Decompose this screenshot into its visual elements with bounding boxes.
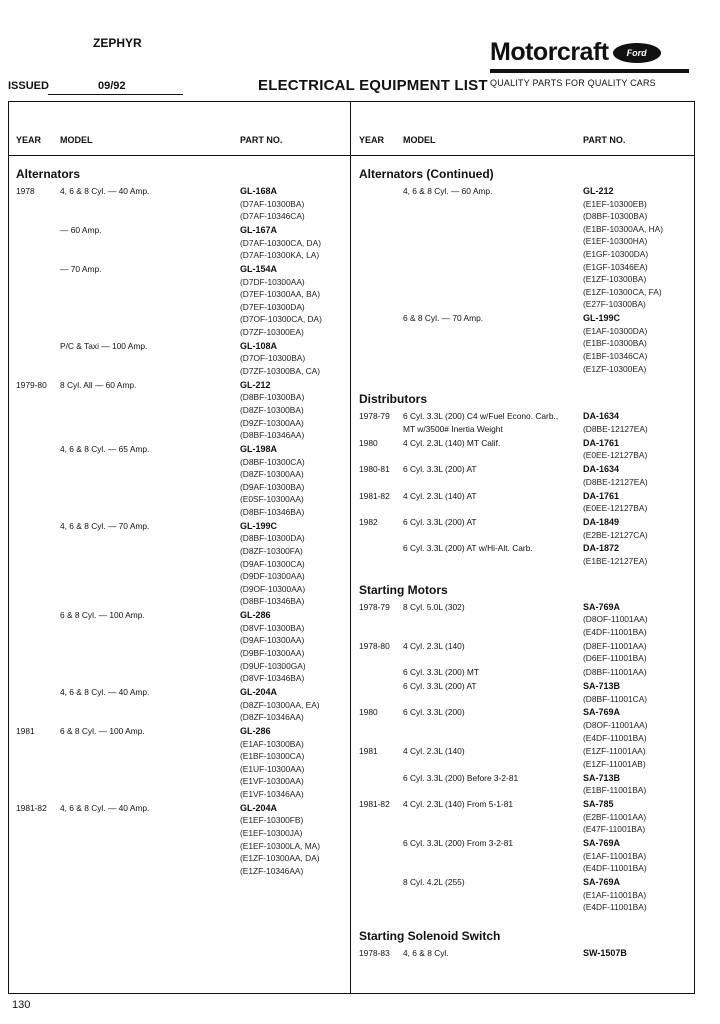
part-number: GL-286	[240, 726, 271, 736]
part-number: GL-154A	[240, 264, 278, 274]
sub-part-number: (D8BF-10300DA)	[240, 533, 305, 544]
sub-part-number: (D8ZF-10300AA)	[240, 469, 304, 480]
sub-part-number: (D9UF-10300GA)	[240, 660, 306, 671]
right-model-header: MODEL	[403, 135, 436, 145]
sub-part-number: (E1BF-10300BA)	[583, 338, 647, 349]
part-number: DA-1872	[583, 543, 620, 554]
sub-part-number: (E1EF-10300EB)	[583, 198, 647, 209]
row-model: 4, 6 & 8 Cyl. — 40 Amp.	[60, 186, 150, 196]
sub-part-number: (E4DF-11001BA)	[583, 732, 647, 743]
row-model: 8 Cyl. 4.2L (255)	[403, 877, 465, 888]
row-model: 4, 6 & 8 Cyl.	[403, 948, 449, 959]
part-number: GL-168A	[240, 186, 278, 196]
issued-underline	[48, 94, 183, 95]
part-number: SA-769A	[583, 707, 621, 718]
row-year: 1979-80	[16, 379, 47, 390]
sub-part-number: (D7AF-10300BA)	[240, 198, 305, 209]
sub-part-number: (D8BF-10346BA)	[240, 507, 305, 517]
part-number: DA-1761	[583, 490, 620, 501]
issued-date: 09/92	[98, 80, 126, 92]
sub-part-number: (D8VF-10300BA)	[240, 622, 305, 633]
sub-part-number: (E1BF-10346CA)	[583, 351, 648, 361]
sub-part-number: (E27F-10300BA)	[583, 299, 646, 310]
sub-part-number: (E4DF-11001BA)	[583, 627, 647, 637]
part-number: GL-167A	[240, 225, 278, 235]
row-year: 1980-81	[359, 464, 390, 475]
sub-part-number: (D8OF-11001AA)	[583, 720, 648, 730]
row-model: 6 Cyl. 3.3L (200) Before 3-2-81	[403, 772, 519, 783]
sub-part-number: (E1GF-10346EA)	[583, 261, 648, 272]
sub-part-number: (D8ZF-10300FA)	[240, 546, 303, 556]
sub-part-number: (E1BE-12127EA)	[583, 556, 648, 566]
sub-part-number: (D8OF-11001AA)	[583, 614, 648, 625]
column-divider	[350, 101, 351, 994]
sub-part-number: (D8BF-10346BA)	[240, 596, 305, 607]
row-year: 1982	[359, 517, 378, 527]
section-title: Starting Solenoid Switch	[359, 929, 501, 944]
part-number: GL-199C	[240, 520, 278, 531]
row-model: 4, 6 & 8 Cyl. — 70 Amp.	[60, 520, 150, 531]
part-number: SA-785	[583, 799, 614, 810]
sub-part-number: (D8BF-10300BA)	[240, 392, 305, 403]
sub-part-number: (D9AF-10300AA)	[240, 635, 305, 646]
sub-part-number: (D7DF-10300AA)	[240, 276, 305, 287]
sub-part-number: (E1AF-11001BA)	[583, 889, 647, 900]
sub-part-number: (D9OF-10300AA)	[240, 583, 306, 594]
part-number: GL-108A	[240, 340, 278, 351]
left-year-header: YEAR	[16, 135, 42, 145]
row-year: 1981-82	[359, 799, 390, 810]
sub-part-number: (D8BE-12127EA)	[583, 424, 648, 434]
sub-part-number: (E0SF-10300AA)	[240, 494, 304, 505]
sub-part-number: (E1AF-10300BA)	[240, 738, 304, 749]
left-model-header: MODEL	[60, 135, 93, 145]
sub-part-number: (D8ZF-10346AA)	[240, 712, 304, 723]
brand-tagline: QUALITY PARTS FOR QUALITY CARS	[490, 78, 656, 88]
part-number: SW-1507B	[583, 948, 627, 959]
row-year: 1978-79	[359, 411, 390, 422]
model-name: ZEPHYR	[93, 36, 142, 50]
sub-part-number: (E1ZF-10346AA)	[240, 865, 304, 876]
sub-part-number: (D6EF-11001BA)	[583, 653, 647, 664]
part-number: DA-1849	[583, 517, 620, 527]
row-model: 6 Cyl. 3.3L (200) C4 w/Fuel Econo. Carb.,	[403, 411, 559, 422]
sub-part-number: (E1ZF-10300AA, DA)	[240, 853, 320, 864]
part-number: GL-198A	[240, 444, 278, 454]
sub-part-number: (D7EF-10300DA)	[240, 301, 305, 312]
sub-part-number: (D8VF-10346BA)	[240, 673, 305, 684]
sub-part-number: (E1GF-10300DA)	[583, 249, 649, 259]
row-model: 6 Cyl. 3.3L (200) MT	[403, 667, 480, 678]
row-model: 4, 6 & 8 Cyl. — 40 Amp.	[60, 802, 150, 813]
sub-part-number: (E0EE-12127BA)	[583, 503, 648, 514]
sub-part-number: (D8ZF-10300BA)	[240, 405, 304, 415]
sub-part-number: (D9DF-10300AA)	[240, 571, 305, 582]
right-year-header: YEAR	[359, 135, 385, 145]
sub-part-number: (D7AF-10300KA, LA)	[240, 250, 320, 261]
row-year: 1981	[16, 726, 35, 736]
sub-part-number: (D8EF-11001AA)	[583, 640, 647, 651]
sub-part-number: (D9ZF-10300AA)	[240, 417, 304, 428]
part-number: SA-769A	[583, 877, 621, 888]
sub-part-number: (E2BE-12127CA)	[583, 529, 648, 540]
sub-part-number: (D9BF-10300AA)	[240, 648, 305, 658]
sub-part-number: (E0EE-12127BA)	[583, 450, 648, 461]
row-year: 1981-82	[359, 490, 390, 501]
sub-part-number: (E1EF-10300JA)	[240, 828, 303, 838]
sub-part-number: (D7ZF-10300BA, CA)	[240, 366, 321, 376]
sub-part-number: (E1ZF-11001AB)	[583, 759, 646, 769]
row-model: MT w/3500# Inertia Weight	[403, 424, 503, 434]
sub-part-number: (D8BF-11001CA)	[583, 693, 648, 704]
row-model: 6 Cyl. 3.3L (200) AT w/Hi-Alt. Carb.	[403, 543, 533, 554]
sub-part-number: (D7ZF-10300EA)	[240, 327, 304, 337]
row-model: P/C & Taxi — 100 Amp.	[60, 340, 148, 351]
row-model: 8 Cyl. 5.0L (302)	[403, 601, 465, 612]
issued-label: ISSUED	[8, 80, 49, 92]
sub-part-number: (E1EF-10300HA)	[583, 236, 648, 247]
row-model: 4 Cyl. 2.3L (140) AT	[403, 490, 477, 501]
row-model: 4 Cyl. 2.3L (140)	[403, 746, 465, 757]
sub-part-number: (D8BE-12127EA)	[583, 476, 648, 487]
sub-part-number: (E1EF-10300LA, MA)	[240, 840, 321, 851]
sub-part-number: (D8ZF-10300AA, EA)	[240, 699, 320, 710]
brand-name: Motorcraft	[490, 38, 609, 66]
row-model: 6 & 8 Cyl. — 100 Amp.	[60, 726, 145, 736]
sub-part-number: (E1BF-10300AA, HA)	[583, 223, 664, 234]
row-year: 1981	[359, 746, 378, 757]
sub-part-number: (E1UF-10300AA)	[240, 763, 305, 774]
row-model: 6 Cyl. 3.3L (200) AT	[403, 681, 477, 691]
row-year: 1981-82	[16, 802, 47, 813]
row-model: — 70 Amp.	[60, 264, 102, 274]
sub-part-number: (D7EF-10300AA, BA)	[240, 289, 321, 300]
sub-part-number: (E2BF-11001AA)	[583, 811, 647, 822]
row-model: 6 Cyl. 3.3L (200) From 3-2-81	[403, 838, 514, 849]
sub-part-number: (E1ZF-11001AA)	[583, 746, 646, 757]
row-year: 1978-79	[359, 601, 390, 612]
part-number: GL-286	[240, 610, 271, 621]
sub-part-number: (D8BF-10300CA)	[240, 456, 305, 467]
section-title: Starting Motors	[359, 582, 448, 597]
sub-part-number: (E1BF-10300CA)	[240, 751, 305, 762]
page-number: 130	[12, 999, 31, 1011]
row-year: 1978-80	[359, 640, 390, 651]
sub-part-number: (D7AF-10300CA, DA)	[240, 237, 321, 248]
brand-logo	[490, 38, 661, 67]
part-number: SA-713B	[583, 772, 621, 783]
sub-part-number: (E1ZF-10300EA)	[583, 363, 647, 374]
row-model: 6 Cyl. 3.3L (200) AT	[403, 517, 477, 527]
row-year: 1978-83	[359, 948, 390, 959]
sub-part-number: (D8BF-10300BA)	[583, 211, 648, 222]
sub-part-number: (D8BF-10346AA)	[240, 430, 305, 441]
part-number: DA-1634	[583, 464, 620, 475]
sub-part-number: (D7OF-10300BA)	[240, 353, 306, 364]
section-title: Alternators (Continued)	[359, 167, 494, 181]
document-title: ELECTRICAL EQUIPMENT LIST	[258, 77, 488, 94]
brand-bar	[490, 69, 689, 73]
section-title: Alternators	[16, 167, 81, 181]
right-part-header: PART NO.	[583, 135, 626, 145]
row-model: 6 & 8 Cyl. — 70 Amp.	[403, 313, 484, 324]
sub-part-number: (E1BF-11001BA)	[583, 785, 647, 796]
sub-part-number: (E4DF-11001BA)	[583, 902, 647, 913]
sub-part-number: (E1ZF-10300BA)	[583, 274, 647, 285]
row-model: 6 Cyl. 3.3L (200)	[403, 707, 465, 718]
sub-part-number: (D9AF-10300CA)	[240, 558, 305, 569]
sub-part-number: (E1ZF-10300CA, FA)	[583, 286, 662, 297]
row-model: 4, 6 & 8 Cyl. — 40 Amp.	[60, 687, 150, 697]
sub-part-number: (E4DF-11001BA)	[583, 863, 647, 874]
ford-oval-icon: Ford	[613, 43, 661, 63]
sub-part-number: (E1AF-11001BA)	[583, 850, 647, 861]
part-number: GL-204A	[240, 802, 278, 813]
row-model: 4, 6 & 8 Cyl. — 60 Amp.	[403, 186, 493, 196]
sub-part-number: (E1AF-10300DA)	[583, 325, 648, 336]
part-number: GL-212	[583, 186, 614, 196]
row-model: 6 & 8 Cyl. — 100 Amp.	[60, 610, 145, 621]
row-year: 1980	[359, 437, 378, 448]
section-title: Distributors	[359, 392, 428, 407]
part-number: DA-1761	[583, 437, 620, 448]
header-rule	[8, 155, 695, 156]
row-model: 4 Cyl. 2.3L (140) MT Calif.	[403, 437, 501, 448]
row-year: 1980	[359, 707, 378, 718]
row-model: 8 Cyl. All — 60 Amp.	[60, 379, 137, 390]
sub-part-number: (D9AF-10300BA)	[240, 481, 305, 492]
sub-part-number: (E47F-11001BA)	[583, 824, 646, 835]
left-part-header: PART NO.	[240, 135, 283, 145]
sub-part-number: (D7OF-10300CA, DA)	[240, 314, 322, 325]
part-number: DA-1634	[583, 411, 620, 422]
part-number: SA-713B	[583, 681, 621, 691]
row-model: 4 Cyl. 2.3L (140)	[403, 640, 465, 651]
part-number: SA-769A	[583, 838, 621, 849]
part-number: GL-204A	[240, 687, 278, 697]
sub-part-number: (E1VF-10300AA)	[240, 776, 304, 787]
sub-part-number: (E1VF-10346AA)	[240, 789, 304, 799]
part-number: GL-212	[240, 379, 271, 390]
row-model: 4, 6 & 8 Cyl. — 65 Amp.	[60, 444, 150, 454]
row-model: — 60 Amp.	[60, 225, 102, 235]
sub-part-number: (D8BF-11001AA)	[583, 667, 647, 678]
row-model: 6 Cyl. 3.3L (200) AT	[403, 464, 477, 475]
sub-part-number: (E1EF-10300FB)	[240, 815, 304, 826]
part-number: GL-199C	[583, 313, 621, 324]
row-year: 1978	[16, 186, 35, 196]
sub-part-number: (D7AF-10346CA)	[240, 211, 305, 222]
part-number: SA-769A	[583, 601, 621, 612]
row-model: 4 Cyl. 2.3L (140) From 5-1-81	[403, 799, 514, 810]
